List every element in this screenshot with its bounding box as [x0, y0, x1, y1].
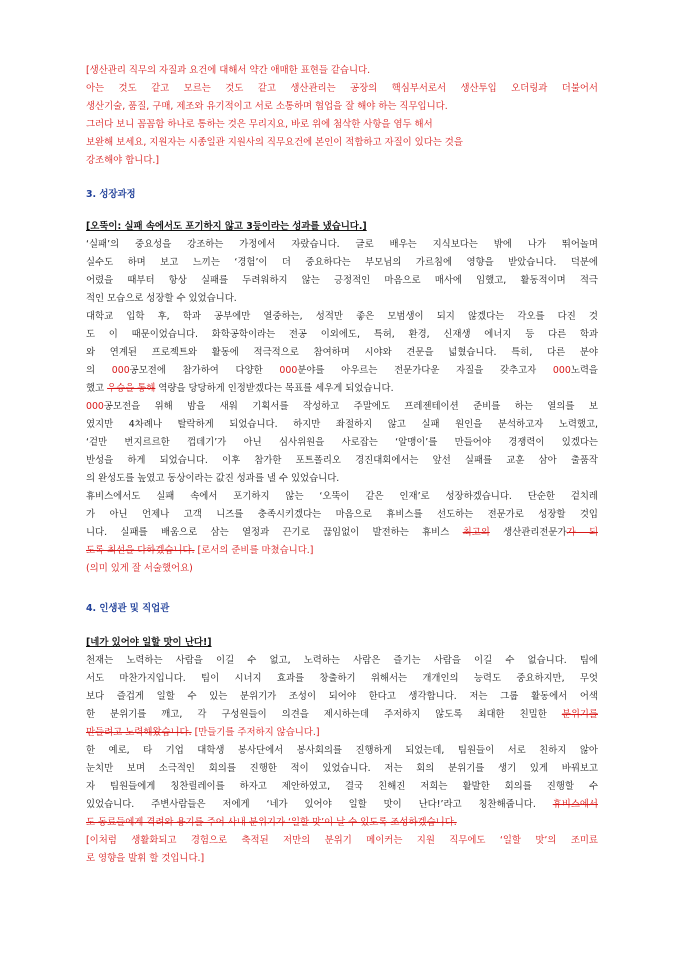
section-heading-values: 4. 인생관 및 직업관 — [86, 603, 170, 614]
feedback-line: [생산관리 직무의 자질과 요건에 대해서 약간 애매한 표현들 같습니다. — [86, 65, 371, 76]
feedback-line: 강조해야 합니다.] — [86, 155, 160, 166]
body-line: 눈치만 보며 소극적인 회의를 진행한 적이 있었습니다. 저는 회의 분위기를 생기 있게 바꿔보고 — [86, 763, 598, 774]
inserted-text: [만들기를 주저하지 않습니다.] — [191, 727, 320, 738]
text-run: 공모전을 위해 밤을 새워 기획서를 작성하고 주말에도 프레젠테이션 준비를 하는 열의를 보 — [103, 401, 598, 412]
text-run: 했고 — [86, 383, 108, 394]
deleted-text: 휴비스에서 — [552, 799, 598, 810]
body-line: 한 예로, 타 기업 대학생 봉사단에서 봉사회의를 진행하게 되었는데, 팀원들이 서로 친하지 않아 — [86, 745, 598, 756]
body-line — [86, 524, 598, 542]
text-run: 공모전에 참가하여 다양한 — [129, 365, 280, 376]
body-line: 대학교 입학 후, 학과 공부에만 열중하는, 성적만 좋은 모범생이 되지 않겠다는 각오를 다진 것 — [86, 311, 598, 322]
text-run: 노력을 — [570, 365, 598, 376]
body-line: 도 이 때문이었습니다. 화학공학이라는 전공 이외에도, 특허, 환경, 신재생 에너지 등 다른 학과 — [86, 329, 598, 340]
body-line: 보다 즐겁게 일할 수 있는 분위기가 조성이 되어야 한다고 생각합니다. 저는 그룹 활동에서 어색 — [86, 691, 598, 702]
body-line: 반성을 하게 되었습니다. 이후 참가한 포트폴리오 경진대회에서는 앞선 실패를 교훈 삼아 출품작 — [86, 455, 598, 466]
text-run: 역량을 당당하게 인정받겠다는 목표를 세우게 되었습니다. — [155, 383, 394, 394]
deleted-text: 최고의 — [462, 527, 490, 538]
body-line: ‘실패’의 중요성을 강조하는 가정에서 자랐습니다. 글로 배우는 지식보다는 밖에 나가 뛰어놀며 — [86, 239, 598, 250]
body-line — [86, 362, 598, 380]
deleted-text: 만들려고 노력해왔습니다. — [86, 727, 192, 738]
inserted-text: [로서의 준비를 마쳤습니다.] — [194, 545, 314, 556]
section-title: [오뚝이: 실패 속에서도 포기하지 않고 3등이라는 성과를 냈습니다.] — [86, 221, 367, 232]
section-title: [네가 있어야 일할 맛이 난다!] — [86, 637, 212, 648]
deleted-text: 도록 최선을 다하겠습니다. — [86, 545, 195, 556]
text-run: 니다. 실패를 배움으로 삼는 열정과 끈기로 끊임없이 발전하는 휴비스 — [86, 527, 450, 538]
body-line — [86, 542, 598, 560]
feedback-line: 생산기술, 품질, 구매, 제조와 유기적이고 서로 소통하며 협업을 잘 해야 하는 직무입니다. — [86, 101, 448, 112]
body-line: 어렸을 때부터 항상 실패를 두려워하지 않는 긍정적인 마음으로 매사에 임했고, 활동적이며 적극 — [86, 275, 598, 286]
body-line: 였지만 4차례나 탈락하게 되었습니다. 하지만 좌절하지 않고 실패 원인을 분석하고자 노력했고, — [86, 419, 598, 430]
deleted-text: 분위기를 — [561, 709, 598, 720]
feedback-line: 보완해 보세요, 지원자는 시종일관 지원사의 직무요건에 본인이 적합하고 자질이 있다는 것을 — [86, 137, 463, 148]
feedback-line: 그러다 보니 꼼꼼함 하나로 통하는 것은 무리지요, 바로 위에 첨삭한 사항을 염두 해서 — [86, 119, 433, 130]
body-line — [86, 796, 598, 814]
body-line: 적인 모습으로 성장할 수 있었습니다. — [86, 293, 237, 304]
feedback-line: (의미 있게 잘 서술했어요) — [86, 563, 193, 574]
deleted-text: 우승을 통해 — [107, 383, 156, 394]
section-values-body — [86, 634, 598, 868]
feedback-line: [이처럼 생활화되고 경험으로 축적된 저만의 분위기 메이커는 지원 직무에도 ‘일할 맛’의 조미료 — [86, 835, 598, 846]
section-growth-body — [86, 218, 598, 578]
body-line: ‘겉만 번지르르한 껍데기’가 아닌 심사위원을 사로잡는 ‘알맹이’를 만들어야 경쟁력이 있겠다는 — [86, 437, 598, 448]
body-line — [86, 706, 598, 724]
body-line: 와 연계된 프로젝트와 활동에 적극적으로 참여하며 시야와 견문을 넓혔습니다. 특히, 다른 분야 — [86, 347, 598, 358]
feedback-line: 아는 것도 같고 모르는 것도 같고 생산관리는 공장의 핵심부서로서 생산투입 오더링과 더불어서 — [86, 83, 598, 94]
deleted-text: 도 동료들에게 격려와 용기를 주어 사내 분위기가 ‘일할 맛’이 날 수 있도록 조성하겠습니다. — [86, 817, 457, 828]
section-heading-growth: 3. 성장과정 — [86, 189, 136, 200]
highlight-placeholder: 000 — [86, 401, 104, 412]
body-line: 가 아닌 언제나 고객 니즈를 충족시키겠다는 마음으로 휴비스를 선도하는 전문가로 성장할 것입 — [86, 509, 598, 520]
text-run: 한 분위기를 깨고, 각 구성원들이 의견을 제시하는데 주저하지 않도록 최대한 친밀한 — [86, 709, 562, 720]
text-run: 있었습니다. 주변사람들은 저에게 ‘네가 있어야 일할 맛이 난다!’라고 칭찬해줍니다. — [86, 799, 553, 810]
body-line: 서도 마찬가지입니다. 팀이 시너지 효과를 창출하기 위해서는 개개인의 능력도 중요하지만, 무엇 — [86, 673, 598, 684]
body-line: 휴비스에서도 실패 속에서 포기하지 않는 ‘오뚝이 같은 인재’로 성장하겠습니다. 단순한 겉치레 — [86, 491, 598, 502]
body-line — [86, 724, 598, 742]
highlight-placeholder: 000 — [552, 365, 571, 376]
body-line — [86, 380, 598, 398]
body-line: 자 팀원들에게 칭찬릴레이를 하자고 제안하였고, 결국 친해진 저희는 활발한 회의를 진행할 수 — [86, 781, 598, 792]
body-line: 의 완성도를 높였고 동상이라는 값진 성과를 낼 수 있었습니다. — [86, 473, 340, 484]
feedback-block-1 — [86, 62, 598, 170]
body-line: 실수도 하며 보고 느끼는 ‘경험’이 더 중요하다는 부모님의 가르침에 영향을 받았습니다. 덕분에 — [86, 257, 598, 268]
text-run: 분야를 아우르는 전문가다운 자질을 갖추고자 — [297, 365, 553, 376]
body-line: 천재는 노력하는 사람을 이길 수 없고, 노력하는 사람은 즐기는 사람을 이길 수 없습니다. 팀에 — [86, 655, 598, 666]
text-run: 의 — [86, 365, 112, 376]
feedback-line: 로 영향을 발휘 할 것입니다.] — [86, 853, 205, 864]
highlight-placeholder: 000 — [111, 365, 130, 376]
body-line — [86, 814, 598, 832]
deleted-text: 가 되 — [566, 527, 598, 538]
highlight-placeholder: 000 — [279, 365, 298, 376]
body-line — [86, 398, 598, 416]
text-run: 생산관리전문가 — [489, 527, 567, 538]
